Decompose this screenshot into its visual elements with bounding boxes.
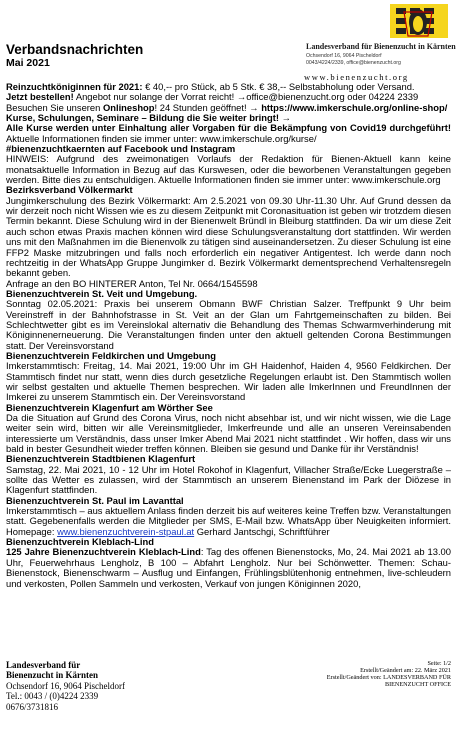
stpaul-homepage-link[interactable]: www.bienenzuchtverein-stpaul.at (57, 525, 195, 537)
news-content (6, 82, 451, 589)
paragraph-queens: Reinzuchtköniginnen für 2021: € 40,-- pro Stück, ab 5 Stk. € 38,-- Selbstabholung oder Versand. (6, 81, 415, 92)
org-logo-block (292, 2, 456, 82)
section-body-stveit: Sonntag 02.05.2021: Praxis bei unserem Obmann BWF Christian Salzer. Treffpunkt 9 Uhr beim Vereinstreff in der Bahnhofstrasse in St. Veit an der Glan um Fahrtgemeinschaften zu bilden. Bei Schlechtwetter gibt es im Vereinslokal alternativ die Behandlung des Themas Schwarmverhinderung mit Königinnenerneuerung. Die Veranstaltungen finden unter den aktuell geltenden Corona Bestimmungen statt. Der Vereinsvorstand (6, 298, 451, 351)
section-body-kleblach: 125 Jahre Bienenzuchtverein Kleblach-Lind: Tag des offenen Bienenstocks, Mo, 24. Mai 2021 ab 13.00 Uhr, Feuerwehrhaus Lengholz, B 100 – Abfahrt Lengholz. Nur bei Schönwetter. Themen: Schau-Bienenstock, Bienenschwarm – Ausflug und Einfangen, Frühlingsblütenhonig entnehmen, live-schleudern und verkosten, Pollen Sammeln und verkosten, Verkauf von jungen Königinnen 2020, (6, 546, 451, 589)
section-heading-feldkirchen: Bienenzuchtverein Feldkirchen und Umgebung (6, 349, 216, 361)
paragraph-order: Jetzt bestellen! Angebot nur solange der Vorrat reicht! →office@bienenzucht.org oder 04224 2339 (6, 91, 419, 103)
page-number: Seite: 1/2 (427, 660, 451, 667)
org-address: Ochsendorf 16, 9064 Pischeldorf (306, 53, 382, 59)
shop-link[interactable]: https://www.imkerschule.org/online-shop/ (261, 101, 448, 113)
page-title: Verbandsnachrichten (6, 42, 144, 57)
section-contact-voelkermarkt: Anfrage an den BO HINTERER Anton, Tel Nr. 0664/1545598 (6, 277, 258, 289)
section-body-klagenfurt: Da die Situation auf Grund des Corona Virus, noch nicht absehbar ist, und wir nicht wissen, wie die Lage weiter sein wird, bitten wir alle Vereinsmitglieder, Imkerfreunde und alle an unseren Vereinsabenden interessierte um Verständnis, dass unser Imker Abend Mai 2021 nicht stattfindet . Wir hoffen, dass wir uns bald in bester Gesundheit wieder treffen können. Bleiben sie gesund und Danke für ihr Verständnis! (6, 412, 451, 455)
paragraph-shop: Besuchen Sie unseren Onlineshop! 24 Stunden geöffnet! → https://www.imkerschule.org/online-shop/ (6, 101, 448, 113)
section-body-voelkermarkt: Jungimkerschulung des Bezirk Völkermarkt: Am 2.5.2021 von 09.30 Uhr-11.30 Uhr. Auf Grund dessen da wir derzeit noch nicht Wissen wie es zu diesem Zeitpunkt mit Coronasituation ist geben wir trotzdem diesen Termin bekannt. Diese Schulung wird in der Bienenwelt Bründl in Bleiburg stattfinden. Da wir um diese Zeit auch schon etwas Praxis machen können wird diese Schulungsveranstaltung dort stattfinden. Wir werden uns mit den Maßnahmen im die Bienenvolk zu tätigen sind auseinandersetzen. Zu dieser Schulung ist eine FFP2 Maske mitzubringen und falls noch erforderlich ein negativer Antigentest. Ich werde dann noch rechtzeitig in der WhatsApp Gruppe Jungimker d. Bezirk Völkermarkt dementsprechend Verhaltensregeln bekannt geben. (6, 194, 451, 279)
section-heading-kleblach: Bienenzuchtverein Kleblach-Lind (6, 536, 154, 548)
bee-logo-icon (292, 2, 452, 42)
section-body-stadtbienen: Samstag, 22. Mai 2021, 10 - 12 Uhr im Hotel Rokohof in Klagenfurt, Villacher Straße/Ecke Luegerstraße – sollte das Wetter es zulassen, wird der Stammtisch an unserem Bienenstand im Park der Diözese in Klagenfurt stattfinden. (6, 463, 451, 496)
page-footer (6, 660, 451, 740)
paragraph-courses: Kurse, Schulungen, Seminare – Bildung die Sie weiter bringt! → (6, 112, 291, 124)
paragraph-social: #bienenzuchtkaernten auf Facebook und Instagram (6, 143, 236, 155)
org-phone: 0043/4224/2339, office@bienenzucht.org (306, 60, 401, 66)
section-heading-stpaul: Bienenzuchtverein St. Paul im Lavanttal (6, 494, 184, 506)
footer-address-block: Landesverband für Bienenzucht in Kärnten Ochsendorf 16, 9064 Pischeldorf Tel.: 0043 / (0)4224 2339 0676/3731816 (6, 660, 125, 712)
footer-meta-block: Seite: 1/2 Erstellt/Geändert am: 22. März 2021 Erstellt/Geändert von: LANDESVERBAND FÜR BIENENZUCHT OFFICE (326, 660, 451, 688)
section-heading-stadtbienen: Bienenzuchtverein Stadtbienen Klagenfurt (6, 453, 196, 465)
org-website[interactable]: www.bienenzucht.org (304, 72, 409, 82)
org-name: Landesverband für Bienenzucht in Kärnten (306, 42, 456, 51)
header (6, 42, 143, 69)
section-body-stpaul: Imkerstammtisch – aus aktuellem Anlass finden derzeit bis auf weiteres keine Treffen bzw. Veranstaltungen statt. Gegebenenfalls werden die Mitglieder per SMS, E-Mail bzw. WhatsApp über Neuigkeiten informiert. Homepage: www.bienenzuchtverein-stpaul.at Gerhard Jantschgi, Schriftführer (6, 505, 451, 537)
section-heading-klagenfurt: Bienenzuchtverein Klagenfurt am Wörther See (6, 401, 213, 413)
section-body-feldkirchen: Imkerstammtisch: Freitag, 14. Mai 2021, 19:00 Uhr im GH Haidenhof, Haiden 4, 9560 Feldkirchen. Der Stammtisch findet nur statt, wenn dies durch gesetzliche Regelungen erlaubt ist. Den Stammtisch wollen wir selbst gestalten und aktuelle Themen besprechen. Wir laden alle ImkerInnen und FreundInnen der Imkerei zu unserem Stammtisch ein. Der Vereinsvorstand (6, 360, 451, 403)
paragraph-notice: HINWEIS: Aufgrund des zweimonatigen Vorlaufs der Redaktion für Bienen-Aktuell kann keine monatsaktuelle Information in Bezug auf das Kurswesen, oder die beworbenen Veranstaltungen gegeben werden. Bitte dies zu entschuldigen. Aktuelle Informationen finden sie immer unter: www.imkerschule.org (6, 153, 451, 186)
section-heading-voelkermarkt: Bezirksverband Völkermarkt (6, 184, 133, 196)
page-date: Mai 2021 (6, 57, 50, 69)
paragraph-covid: Alle Kurse werden unter Einhaltung aller Vorgaben für die Bekämpfung von Covid19 durchgeführt! Aktuelle Informationen finden sie immer unter: www.imkerschule.org/kurse/ (6, 122, 451, 144)
section-heading-stveit: Bienenzuchtverein St. Veit und Umgebung. (6, 287, 198, 299)
